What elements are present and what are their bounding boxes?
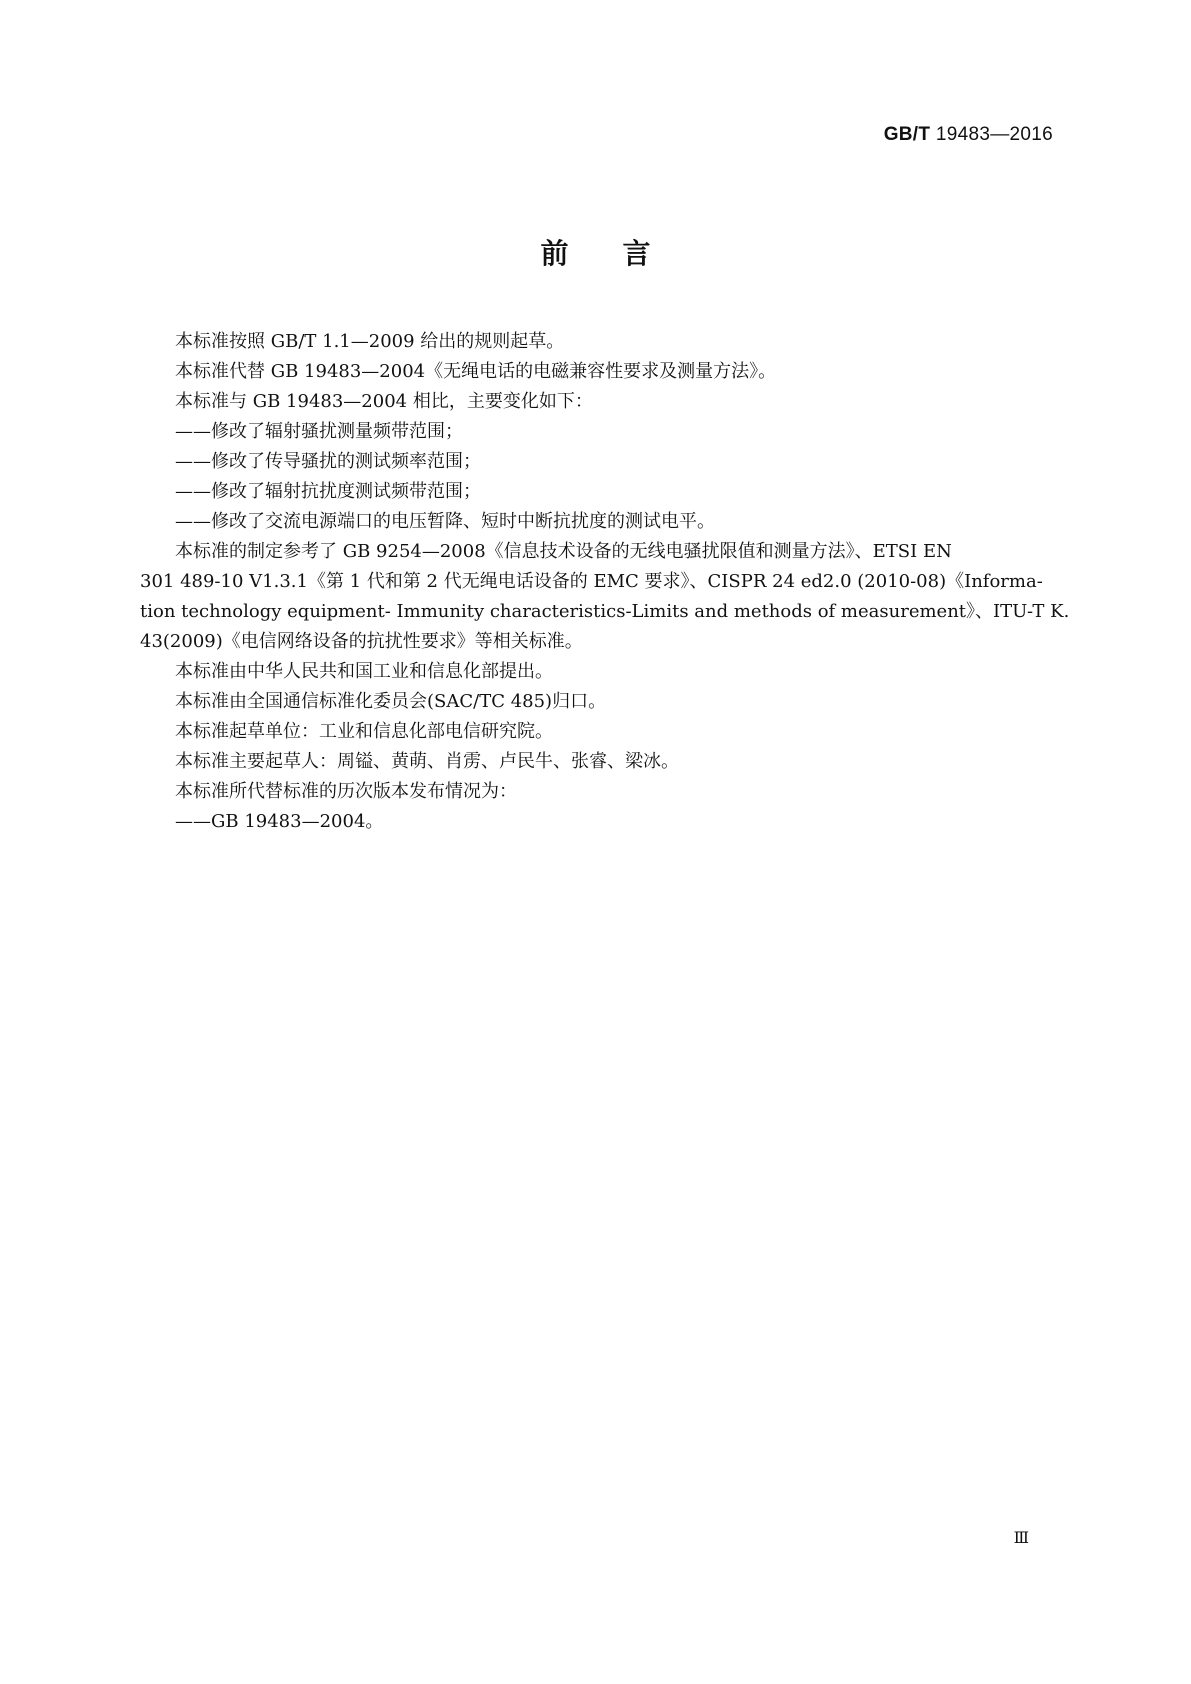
standard-code-prefix: GB/T [883,124,931,145]
page-number: Ⅲ [1013,1528,1029,1547]
paragraph: 本标准由中华人民共和国工业和信息化部提出。 [175,661,553,682]
history-item: ——GB 19483—2004。 [175,811,384,832]
reference-line: 43(2009)《电信网络设备的抗扰性要求》等相关标准。 [140,631,583,652]
change-item: ——修改了传导骚扰的测试频率范围； [175,451,481,472]
paragraph: 本标准主要起草人：周镒、黄萌、肖雳、卢民牛、张睿、梁冰。 [175,751,679,772]
change-item: ——修改了辐射骚扰测量频带范围； [175,421,463,442]
page-title: 前言 [540,237,705,270]
paragraph: 本标准起草单位：工业和信息化部电信研究院。 [175,721,553,742]
standard-code [884,124,1053,146]
paragraph: 本标准与 GB 19483—2004 相比，主要变化如下： [175,391,593,412]
paragraph: 本标准代替 GB 19483—2004《无绳电话的电磁兼容性要求及测量方法》。 [175,361,777,382]
change-item: ——修改了辐射抗扰度测试频带范围； [175,481,481,502]
reference-line: 301 489-10 V1.3.1《第 1 代和第 2 代无绳电话设备的 EMC 要求》、CISPR 24 ed2.0 (2010-08)《Informa- [140,571,1043,592]
reference-line: 本标准的制定参考了 GB 9254—2008《信息技术设备的无线电骚扰限值和测量方法》、ETSI EN [175,541,952,562]
foreword-body [140,327,1070,837]
paragraph: 本标准按照 GB/T 1.1—2009 给出的规则起草。 [175,331,565,352]
change-item: ——修改了交流电源端口的电压暂降、短时中断抗扰度的测试电平。 [175,511,715,532]
standard-code-number: 19483—2016 [935,124,1053,145]
paragraph: 本标准由全国通信标准化委员会(SAC/TC 485)归口。 [175,691,607,712]
paragraph: 本标准所代替标准的历次版本发布情况为： [175,781,517,802]
reference-line: tion technology equipment- Immunity characteristics-Limits and methods of measurement》、ITU-T K. [140,601,1070,622]
reference-paragraph [140,537,1070,657]
